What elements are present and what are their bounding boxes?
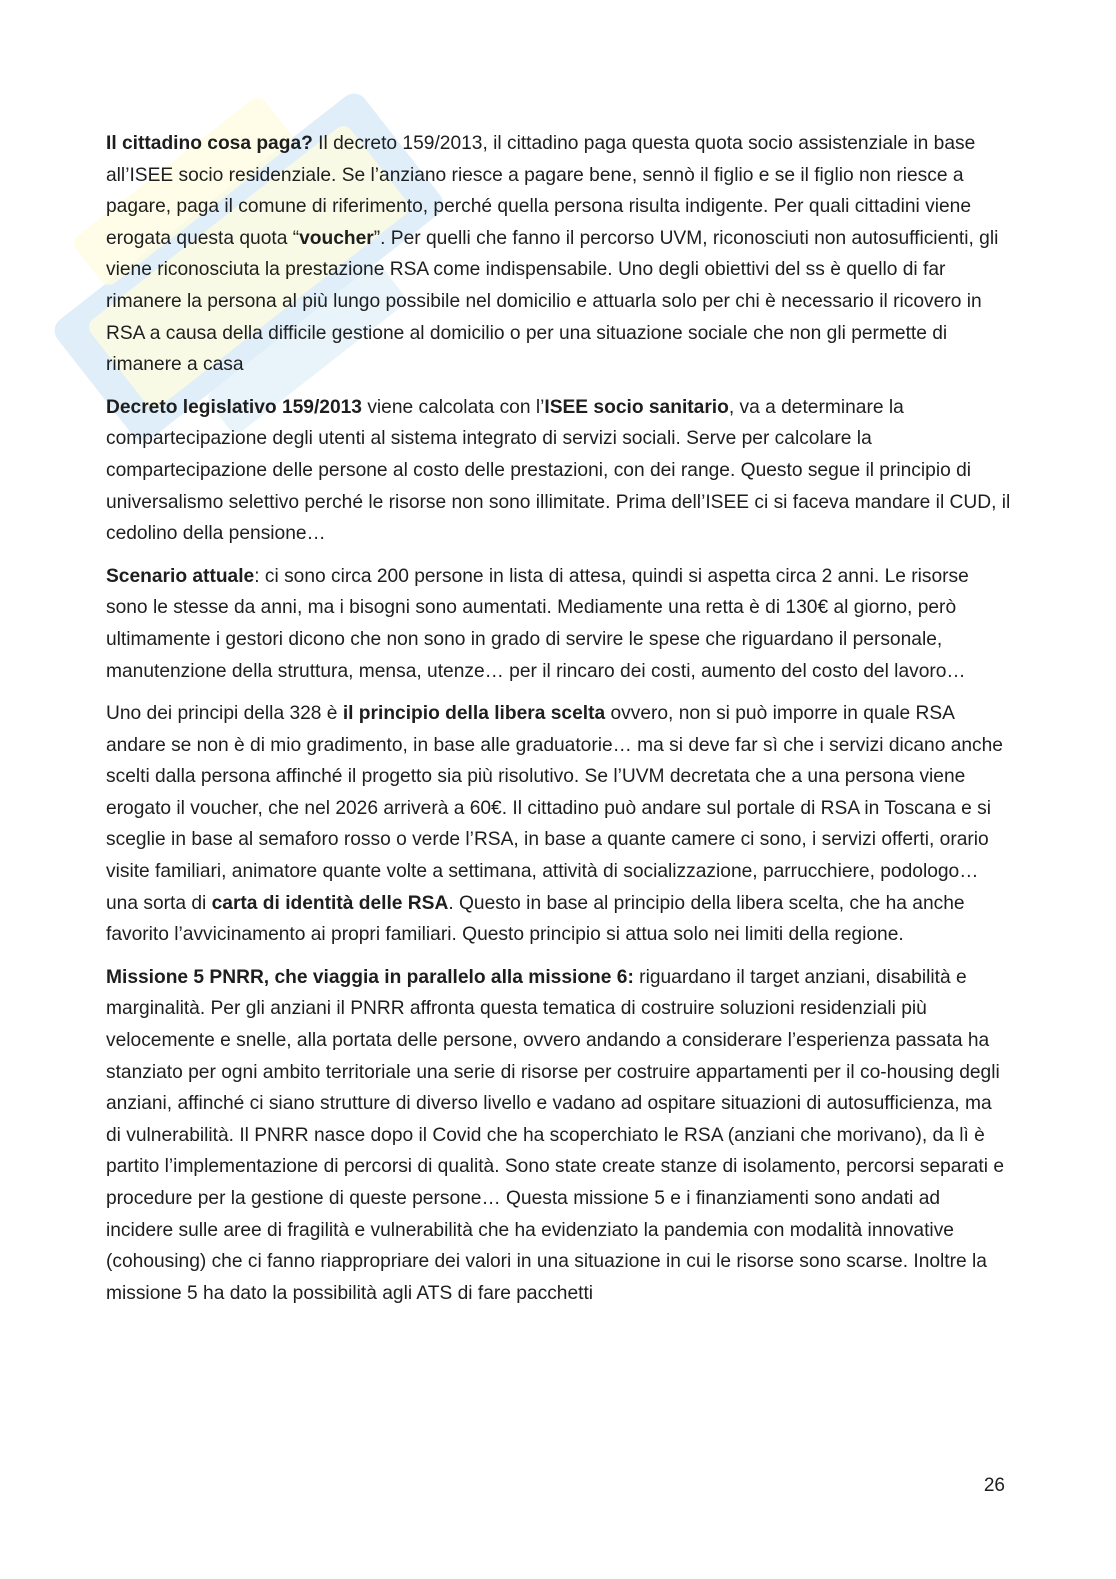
text-run: riguardano il target anziani, disabilità e marginalità. Per gli anziani il PNRR affronta questa tematica di costruire soluzioni residenziali più velocemente e snelle, alla portata delle persone, ovvero andando a considerare l’esperienza passata ha stanziato per ogni ambito territoriale una serie di risorse per costruire appartamenti per il co-housing degli anziani, affinché ci siano strutture di diverso livello e vadano ad ospitare situazioni di autosufficienza, ma di vulnerabilità. Il PNRR nasce dopo il Covid che ha scoperchiato le RSA (anziani che morivano), da lì è partito l’implementazione di percorsi di qualità. Sono state create stanze di isolamento, percorsi separati e procedure per la gestione di queste persone… Questa missione 5 e i finanziamenti sono andati ad incidere sulle aree di fragilità e vulnerabilità che ha evidenziato la pandemia con modalità innovative (cohousing) che ci fanno riappropriare dei valori in una situazione in cui le risorse sono scarse. Inoltre la missione 5 ha dato la possibilità agli ATS di fare pacchetti [106,966,1005,1304]
paragraph [106,561,1011,687]
bold-text: Il cittadino cosa paga? [106,133,313,154]
text-run: . Questo in base al principio della libera scelta, che ha anche favorito l’avvicinamento ai propri familiari. Questo principio si attua solo nei limiti della regione. [106,892,965,946]
text-run: Il decreto 159/2013, il cittadino paga questa quota socio assistenziale in base all’ISEE socio residenziale. Se l’anziano riesce a pagare bene, sennò il figlio e se il figlio non riesce a pagare, paga il comune di riferimento, perché quella persona risulta indigente. Per quali cittadini viene erogata questa quota “ [106,133,976,249]
paragraph [106,128,1011,381]
paragraph [106,962,1011,1310]
page-number: 26 [983,1475,1005,1496]
text-run: viene calcolata con l’ [361,396,545,418]
text-run: ovvero, non si può imporre in quale RSA andare se non è di mio gradimento, in base alle graduatorie… ma si deve far sì che i servizi dicano anche scelti dalla persona affinché il progetto sia più risolutivo. Se l’UVM decretata che a una persona viene erogato il voucher, che nel 2026 arriverà a 60€. Il cittadino può andare sul portale di RSA in Toscana e si sceglie in base al semaforo rosso o verde l’RSA, in base a quante camere ci sono, i servizi offerti, orario visite familiari, animatore quante volte a settimana, attività di socializzazione, parrucchiere, podologo… una sorta di [106,703,1003,914]
bold-text: carta di identità delle RSA [211,892,449,914]
text-run: : ci sono circa 200 persone in lista di attesa, quindi si aspetta circa 2 anni. Le risorse sono le stesse da anni, ma i bisogni sono aumentati. Mediamente una retta è di 130€ al giorno, però ultimamente i gestori dicono che non sono in grado di servire le spese che riguardano il personale, manutenzione della struttura, mensa, utenze… per il rincaro dei costi, aumento del costo del lavoro… [106,565,969,682]
paragraph [106,698,1011,951]
bold-text: Decreto legislativo 159/2013 [106,396,362,418]
paragraph [106,392,1011,550]
bold-text: ISEE socio sanitario [544,396,729,418]
bold-text: Scenario attuale [106,565,255,587]
bold-text: il principio della libera scelta [342,703,606,725]
text-run: ”. Per quelli che fanno il percorso UVM, riconosciuti non autosufficienti, gli viene riconosciuta la prestazione RSA come indispensabile. Uno degli obiettivi del ss è quello di far rimanere la persona al più lungo possibile nel domicilio e attuarla solo per chi è necessario il ricovero in RSA a causa della difficile gestione al domicilio o per una situazione sociale che non gli permette di rimanere a casa [106,227,999,376]
bold-text: Missione 5 PNRR, che viaggia in parallelo alla missione 6: [106,966,634,988]
text-run: Uno dei principi della 328 è [106,703,343,725]
document-body [106,128,1011,1320]
bold-text: voucher [299,227,374,249]
text-run: , va a determinare la compartecipazione degli utenti al sistema integrato di servizi sociali. Serve per calcolare la compartecipazione delle persone al costo delle prestazioni, con dei range. Questo segue il principio di universalismo selettivo perché le risorse non sono illimitate. Prima dell’ISEE ci si faceva mandare il CUD, il cedolino della pensione… [106,396,1011,545]
